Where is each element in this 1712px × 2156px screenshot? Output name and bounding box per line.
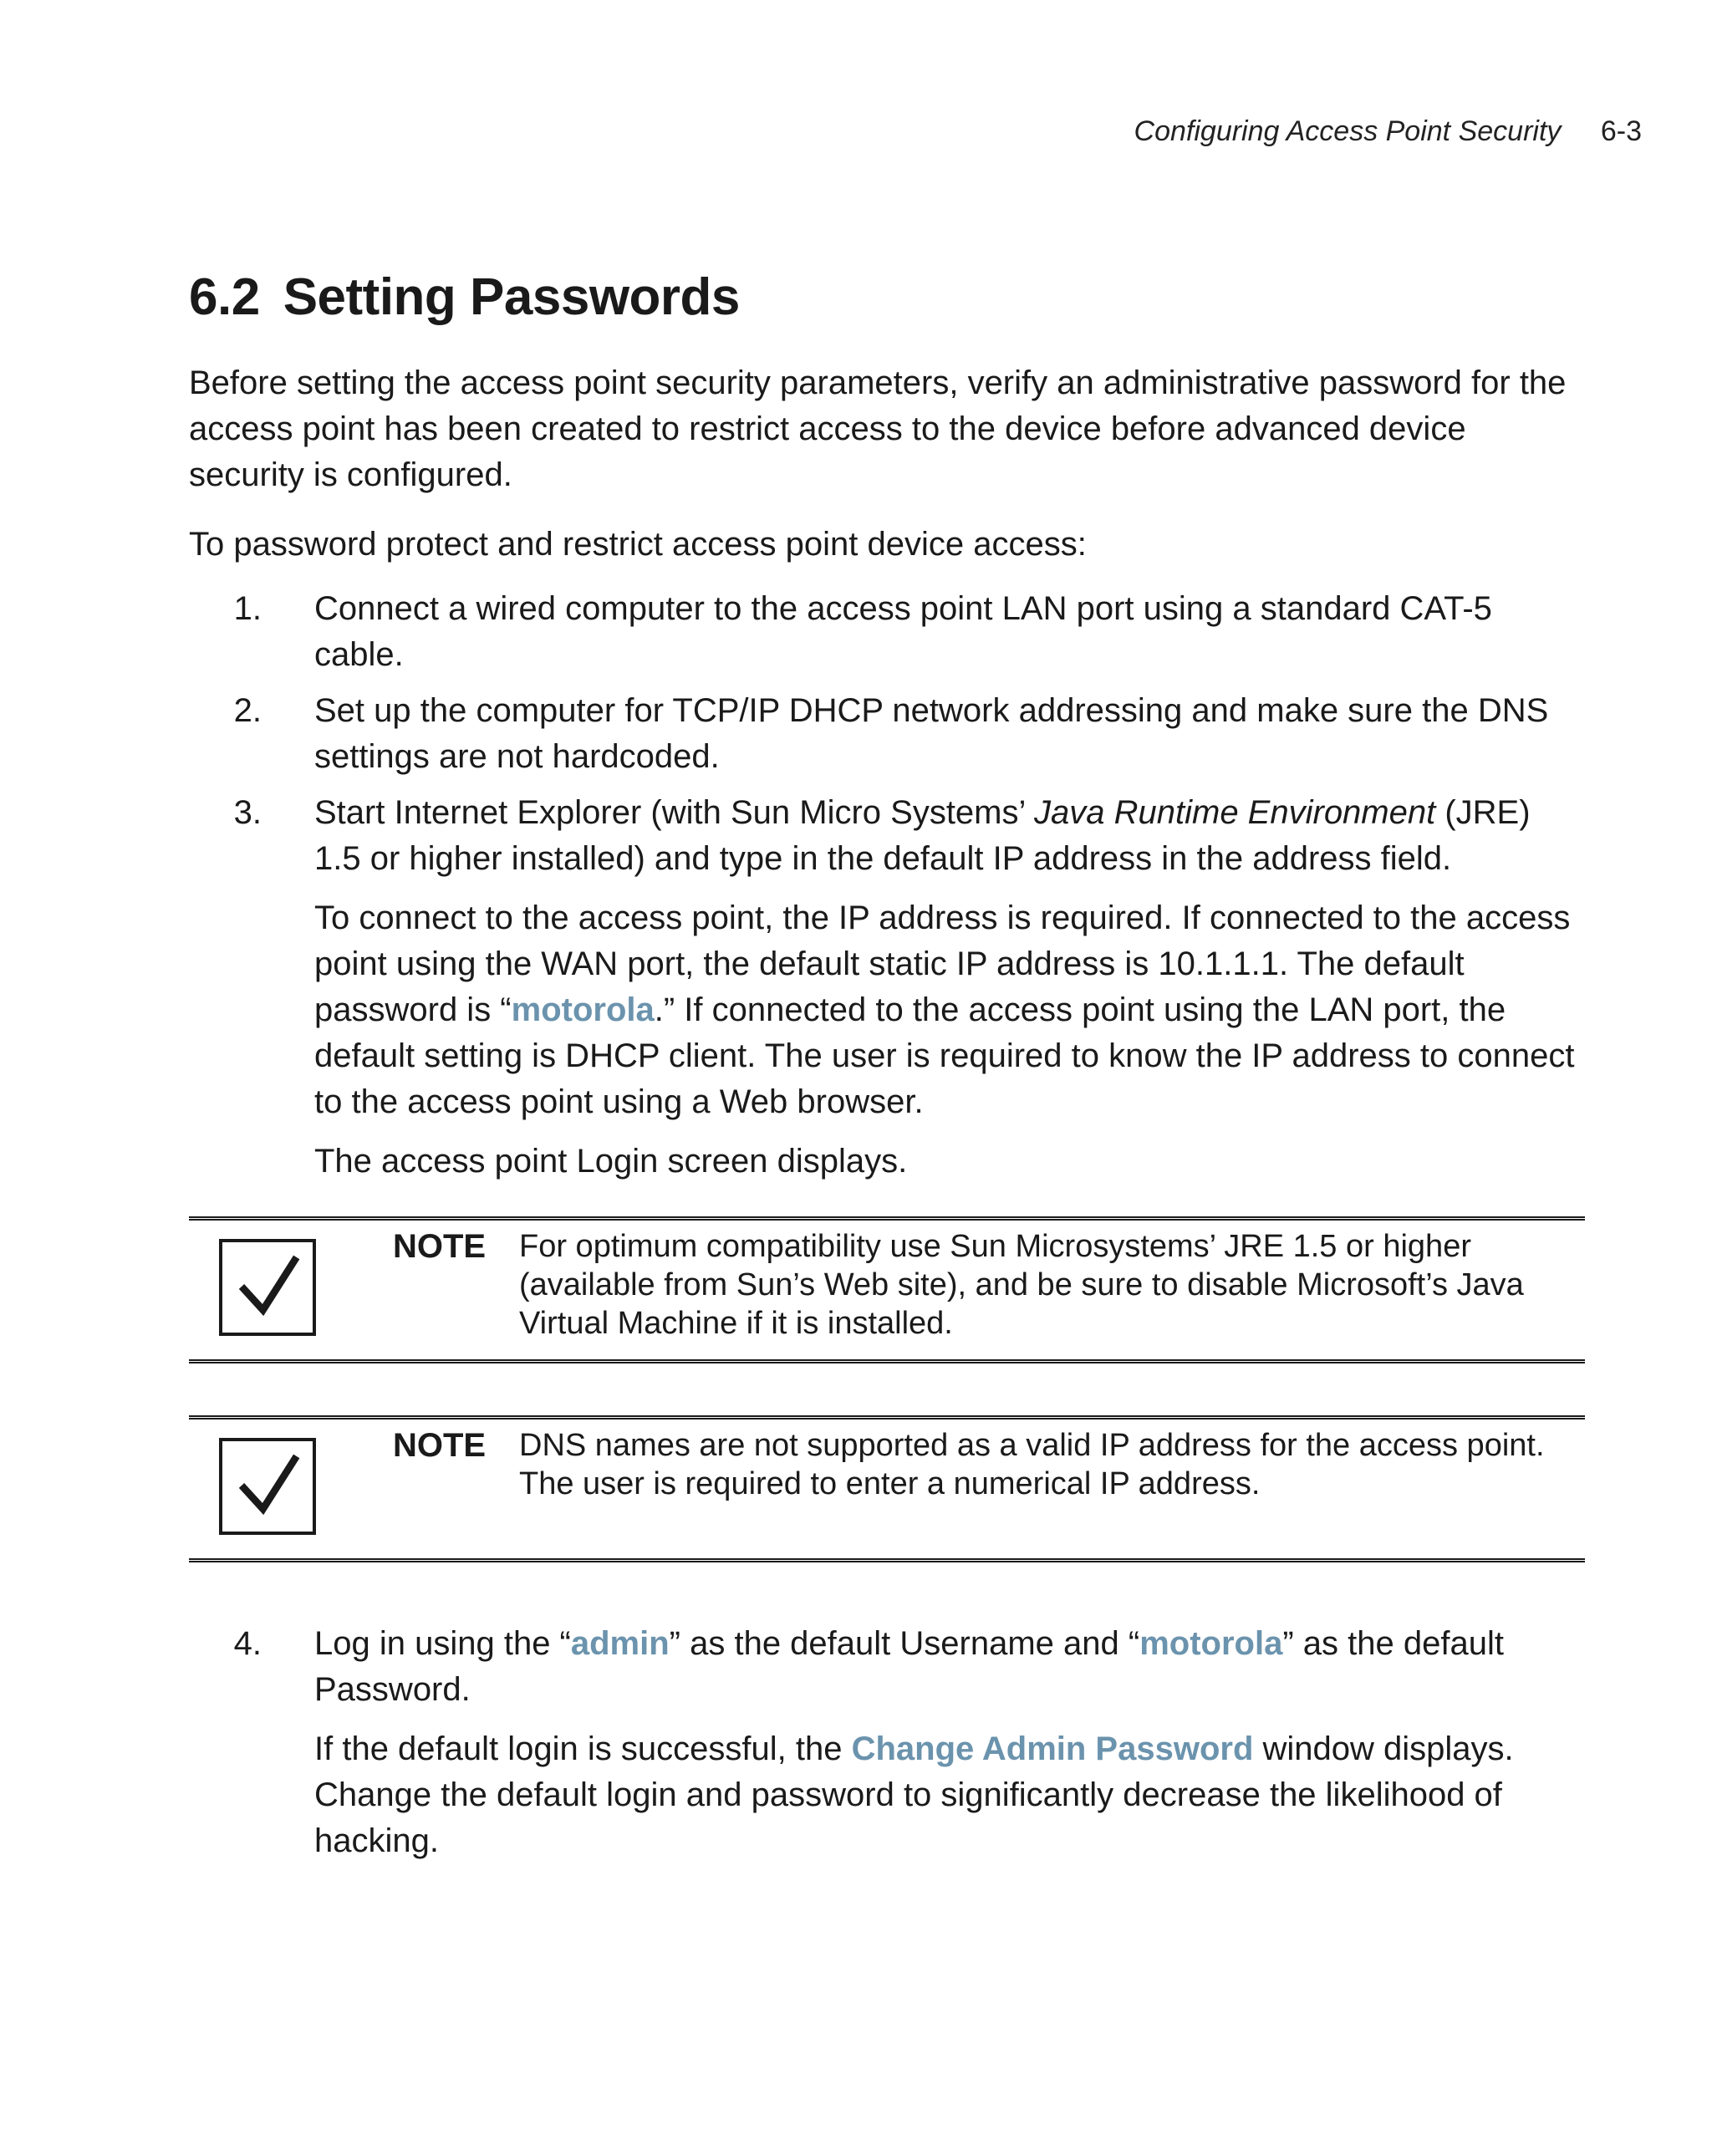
checkmark-icon (219, 1239, 316, 1336)
step-3-result: The access point Login screen displays. (314, 1143, 908, 1180)
text-run: ” as the default Password. (314, 1625, 1504, 1708)
jre-name: Java Runtime Environment (1034, 794, 1436, 831)
step-3-connection-info (314, 895, 1585, 1125)
step-4 (189, 1621, 1585, 1878)
step-number: 1. (233, 590, 262, 627)
note-box (189, 1216, 1585, 1363)
page-number: 6-3 (1600, 115, 1642, 147)
intro-paragraph: Before setting the access point security parameters, verify an administrative password for the access point has been created to restrict access to the device before advanced device security is configured. (189, 364, 1567, 493)
note-label: NOTE (393, 1427, 487, 1464)
text-run: Log in using the “ (314, 1625, 571, 1662)
page-content (189, 268, 1585, 1888)
checkmark-icon (219, 1438, 316, 1535)
step-1 (189, 586, 1585, 678)
note-text: For optimum compatibility use Sun Microsystems’ JRE 1.5 or higher (available from Sun’s Web site), and be sure to disable Microsoft’s Java Virtual Machine if it is installed. (519, 1229, 1524, 1341)
running-header (1134, 115, 1642, 148)
step-number: 3. (233, 794, 262, 831)
step-3 (189, 790, 1585, 1198)
step-body (314, 1621, 1585, 1878)
default-password: motorola (511, 991, 655, 1028)
step-4-result (314, 1726, 1585, 1864)
section-title: Setting Passwords (283, 268, 740, 326)
steps-list-a (189, 586, 1585, 1198)
text-run: If the default login is successful, the (314, 1730, 852, 1767)
note-label: NOTE (393, 1228, 487, 1265)
text-run: (JRE) 1.5 or higher installed) and type in the default IP address in the address field. (314, 794, 1531, 877)
checkmark-icon-graphic (222, 1242, 313, 1333)
step-4-login (314, 1621, 1585, 1713)
text-run: To connect to the access point, the IP address is required. If connected to the access point using the WAN port, the default static IP address is 10.1.1.1. The default password is “ (314, 900, 1571, 1028)
text-run: ” as the default Username and “ (669, 1625, 1140, 1662)
window-name: Change Admin Password (851, 1730, 1254, 1767)
section-heading (189, 268, 1585, 327)
running-header-title: Configuring Access Point Security (1134, 115, 1562, 147)
text-run: window displays. Change the default login and password to significantly decrease the likelihood of hacking. (314, 1730, 1514, 1859)
step-number: 4. (233, 1625, 262, 1662)
step-text: Connect a wired computer to the access point LAN port using a standard CAT-5 cable. (314, 590, 1492, 673)
default-password: motorola (1139, 1625, 1283, 1662)
note-text: DNS names are not supported as a valid IP address for the access point. The user is required to enter a numerical IP address. (519, 1428, 1545, 1501)
step-3-paragraph (314, 790, 1585, 882)
intro-lead-in: To password protect and restrict access point device access: (189, 526, 1087, 563)
note-box (189, 1415, 1585, 1562)
steps-list-b (189, 1621, 1585, 1878)
step-body (314, 790, 1585, 1198)
step-text: Set up the computer for TCP/IP DHCP network addressing and make sure the DNS settings are not hardcoded. (314, 692, 1549, 775)
checkmark-icon-graphic (222, 1441, 313, 1532)
section-number: 6.2 (189, 268, 260, 326)
text-run: Start Internet Explorer (with Sun Micro Systems’ (314, 794, 1035, 831)
step-2 (189, 688, 1585, 780)
text-run: .” If connected to the access point using the LAN port, the default setting is DHCP client. The user is required to know the IP address to connect to the access point using a Web browser. (314, 991, 1575, 1120)
default-username: admin (570, 1625, 670, 1662)
step-number: 2. (233, 692, 262, 729)
